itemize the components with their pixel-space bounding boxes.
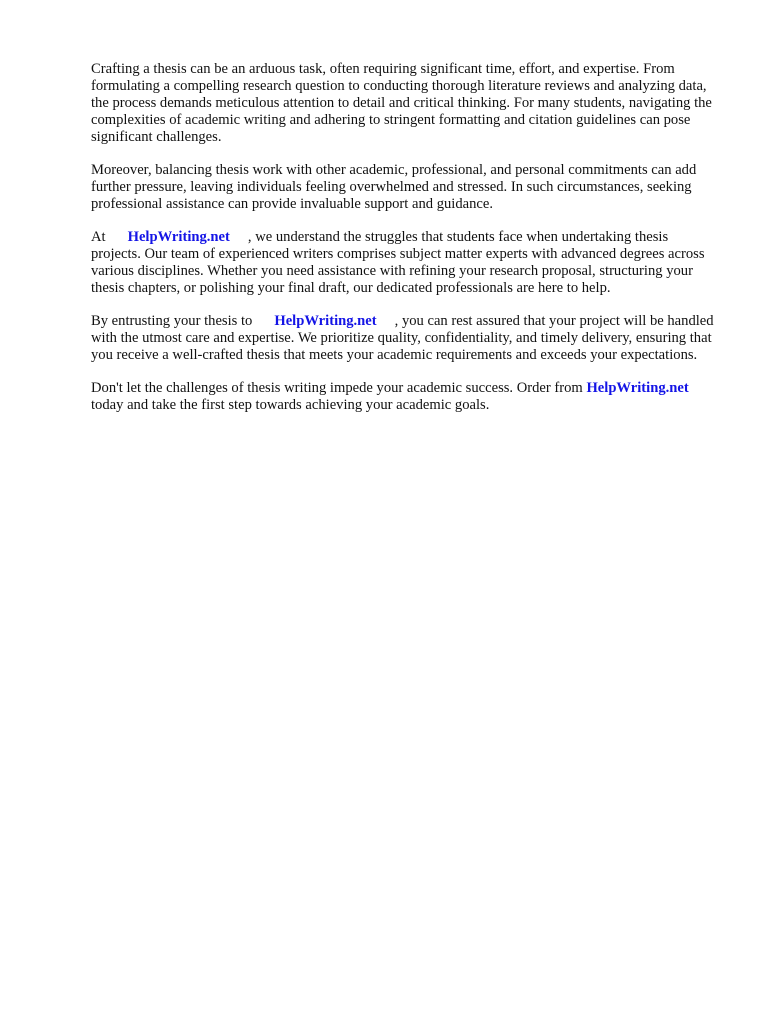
helpwriting-link-2[interactable]: HelpWriting.net: [274, 313, 377, 329]
paragraph-pressure: [91, 162, 716, 213]
helpwriting-link-1[interactable]: HelpWriting.net: [127, 229, 230, 245]
document-page: [91, 61, 716, 430]
paragraph-trust: [91, 313, 716, 364]
paragraph-intro-text: Crafting a thesis can be an arduous task, often requiring significant time, effort, and expertise. From formulating a compelling research question to conducting thorough literature reviews and analyzing data, the process demands meticulous attention to detail and critical thinking. For many students, navigating the complexities of academic writing and adhering to stringent formatting and citation guidelines can pose significant challenges.: [91, 61, 712, 145]
paragraph-cta: [91, 380, 716, 414]
paragraph-cta-text: today and take the first step towards achieving your academic goals.: [91, 397, 490, 413]
paragraph-intro: [91, 61, 716, 146]
paragraph-pressure-text: Moreover, balancing thesis work with other academic, professional, and personal commitments can add further pressure, leaving individuals feeling overwhelmed and stressed. In such circumstances, seeking professional assistance can provide invaluable support and guidance.: [91, 162, 697, 212]
paragraph-trust-text: , you can rest assured that your project will be handled with the utmost care and expertise. We prioritize quality, confidentiality, and timely delivery, ensuring that you receive a well-crafted thesis that meets your academic requirements and exceeds your expectations.: [91, 313, 714, 363]
paragraph-about-lead: At: [91, 229, 106, 245]
helpwriting-link-3[interactable]: HelpWriting.net: [586, 380, 689, 396]
paragraph-trust-lead: By entrusting your thesis to: [91, 313, 253, 329]
paragraph-about-text: , we understand the struggles that students face when undertaking thesis projects. Our team of experienced writers comprises subject matter experts with advanced degrees across various disciplines. Whether you need assistance with refining your research proposal, structuring your thesis chapters, or polishing your final draft, our dedicated professionals are here to help.: [91, 229, 705, 296]
paragraph-about: [91, 229, 716, 297]
paragraph-cta-lead: Don't let the challenges of thesis writing impede your academic success. Order from: [91, 380, 583, 396]
